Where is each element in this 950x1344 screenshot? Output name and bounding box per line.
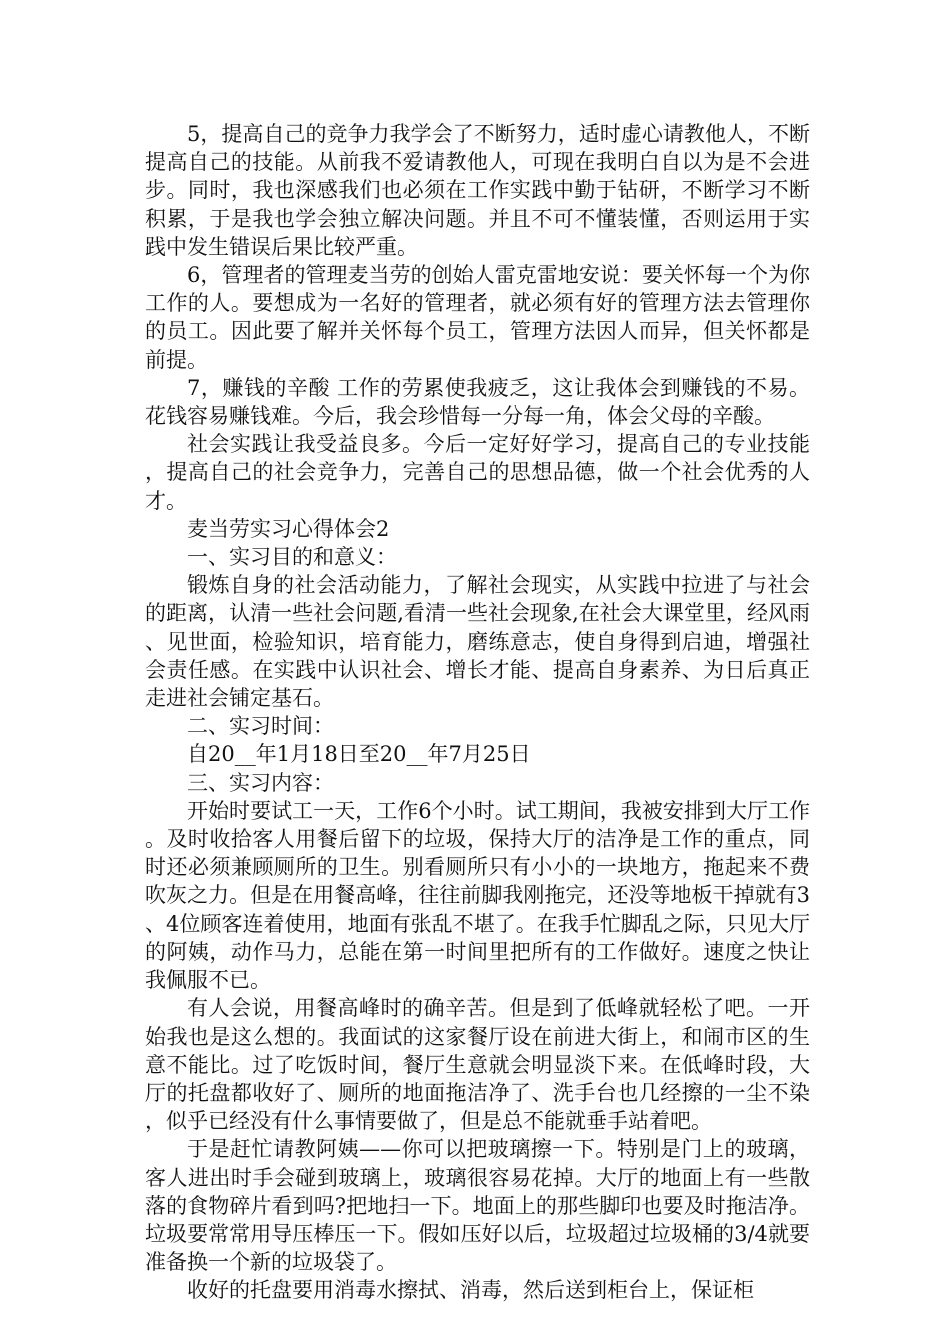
- document-page: [145, 120, 810, 1305]
- heading-time: 二、实习时间：: [187, 714, 334, 739]
- paragraph-content-2: 有人会说，用餐高峰时的确辛苦。但是到了低峰就轻松了吧。一开始我也是这么想的。我面试的这家餐厅设在前进大街上，和闹市区的生意不能比。过了吃饭时间，餐厅生意就会明显淡下来。在低峰时段，大厅的托盘都收好了、厕所的地面拖洁净了、洗手台也几经擦的一尘不染，似乎已经没有什么事情要做了，但是总不能就垂手站着吧。: [145, 996, 810, 1134]
- paragraph-point-7: 7，赚钱的辛酸 工作的劳累使我疲乏，这让我体会到赚钱的不易。花钱容易赚钱难。今后，我会珍惜每一分每一角，体会父母的辛酸。: [145, 375, 810, 429]
- paragraph-time: 自20__年1月18日至20__年7月25日: [187, 742, 531, 767]
- paragraph-point-6: 6，管理者的管理麦当劳的创始人雷克雷地安说：要关怀每一个为你工作的人。要想成为一名好的管理者，就必须有好的管理方法去管理你的员工。因此要了解并关怀每个员工，管理方法因人而异，但关怀都是前提。: [145, 263, 810, 372]
- heading-purpose: 一、实习目的和意义：: [187, 545, 397, 570]
- heading-content: 三、实习内容：: [187, 770, 334, 795]
- paragraph-point-5: 5，提高自己的竞争力我学会了不断努力，适时虚心请教他人，不断提高自己的技能。从前我不爱请教他人，可现在我明白自以为是不会进步。同时，我也深感我们也必须在工作实践中勤于钻研，不断学习不断积累，于是我也学会独立解决问题。并且不可不懂装懂，否则运用于实践中发生错误后果比较严重。: [145, 122, 810, 259]
- section-title: 麦当劳实习心得体会2: [187, 516, 390, 541]
- paragraph-content-3: 于是赶忙请教阿姨——你可以把玻璃擦一下。特别是门上的玻璃，客人进出时手会碰到玻璃上，玻璃很容易花掉。大厅的地面上有一些散落的食物碎片看到吗?把地扫一下。地面上的那些脚印也要及时拖洁净。垃圾要常常用导压棒压一下。假如压好以后，垃圾超过垃圾桶的3/4就要准备换一个新的垃圾袋了。: [145, 1137, 810, 1275]
- paragraph-purpose: 锻炼自身的社会活动能力，了解社会现实，从实践中拉进了与社会的距离，认清一些社会问题,看清一些社会现象,在社会大课堂里，经风雨、见世面，检验知识，培育能力，磨练意志，使自身得到启迪，增强社会责任感。在实践中认识社会、增长才能、提高自身素养、为日后真正走进社会铺定基石。: [145, 573, 810, 711]
- paragraph-summary: 社会实践让我受益良多。今后一定好好学习，提高自己的专业技能，提高自己的社会竞争力，完善自己的思想品德，做一个社会优秀的人才。: [145, 432, 810, 513]
- paragraph-content-4: 收好的托盘要用消毒水擦拭、消毒，然后送到柜台上，保证柜: [187, 1278, 754, 1303]
- paragraph-content-1: 开始时要试工一天，工作6个小时。试工期间，我被安排到大厅工作。及时收拾客人用餐后留下的垃圾，保持大厅的洁净是工作的重点，同时还必须兼顾厕所的卫生。别看厕所只有小小的一块地方，拖起来不费吹灰之力。但是在用餐高峰，往往前脚我刚拖完，还没等地板干掉就有3、4位顾客连着使用，地面有张乱不堪了。在我手忙脚乱之际，只见大厅的阿姨，动作马力，总能在第一时间里把所有的工作做好。速度之快让我佩服不已。: [145, 798, 810, 993]
